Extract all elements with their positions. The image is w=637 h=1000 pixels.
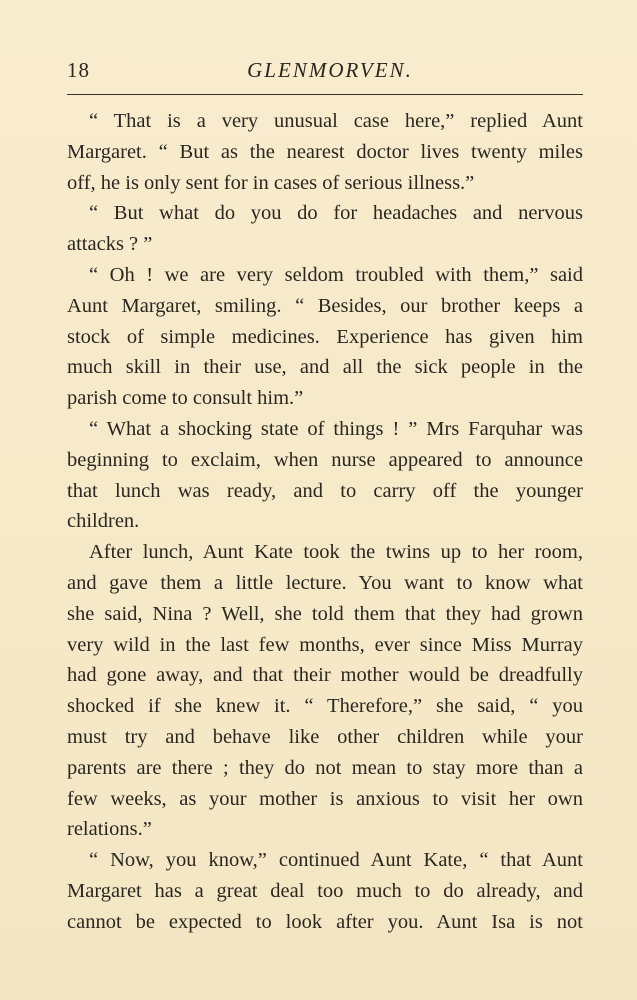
text-line: “ But what do you do for headaches and nervous: [89, 202, 583, 225]
header-rule: [67, 94, 583, 95]
text-line: attacks ? ”: [67, 233, 153, 256]
text-line: beginning to exclaim, when nurse appeared to announce: [67, 448, 583, 471]
page-header: [67, 50, 583, 90]
text-line: Margaret. “ But as the nearest doctor lives twenty miles: [67, 140, 583, 163]
text-line: “ What a shocking state of things ! ” Mrs Farquhar was: [89, 417, 583, 440]
text-line: had gone away, and that their mother would be dreadfully: [67, 664, 583, 687]
text-line: “ Now, you know,” continued Aunt Kate, “ that Aunt: [89, 849, 583, 872]
text-line: very wild in the last few months, ever since Miss Murray: [67, 633, 583, 656]
text-line: that lunch was ready, and to carry off the younger: [67, 479, 583, 502]
text-line: cannot be expected to look after you. Aunt Isa is not: [67, 910, 583, 933]
text-line: Margaret has a great deal too much to do already, and: [67, 879, 583, 902]
text-line: and gave them a little lecture. You want to know what: [67, 571, 583, 594]
text-line: After lunch, Aunt Kate took the twins up to her room,: [89, 541, 583, 564]
text-line: few weeks, as your mother is anxious to visit her own: [67, 787, 583, 810]
text-line: stock of simple medicines. Experience has given him: [67, 325, 583, 348]
text-line: children.: [67, 510, 140, 533]
text-line: “ That is a very unusual case here,” replied Aunt: [89, 110, 583, 132]
text-line: must try and behave like other children while your: [67, 725, 583, 748]
running-title: GLENMORVEN.: [247, 58, 413, 82]
text-line: she said, Nina ? Well, she told them that they had grown: [67, 602, 583, 625]
text-line: Aunt Margaret, smiling. “ Besides, our brother keeps a: [67, 294, 583, 317]
text-line: “ Oh ! we are very seldom troubled with them,” said: [89, 263, 583, 286]
text-line: parents are there ; they do not mean to stay more than a: [67, 756, 583, 779]
text-line: parish come to consult him.”: [67, 387, 304, 410]
text-line: much skill in their use, and all the sick people in the: [67, 356, 583, 379]
text-line: off, he is only sent for in cases of serious illness.”: [67, 171, 475, 194]
text-line: relations.”: [67, 818, 152, 841]
body-text: [67, 106, 583, 938]
page-number: 18: [67, 58, 90, 82]
text-line: shocked if she knew it. “ Therefore,” she said, “ you: [67, 695, 583, 718]
